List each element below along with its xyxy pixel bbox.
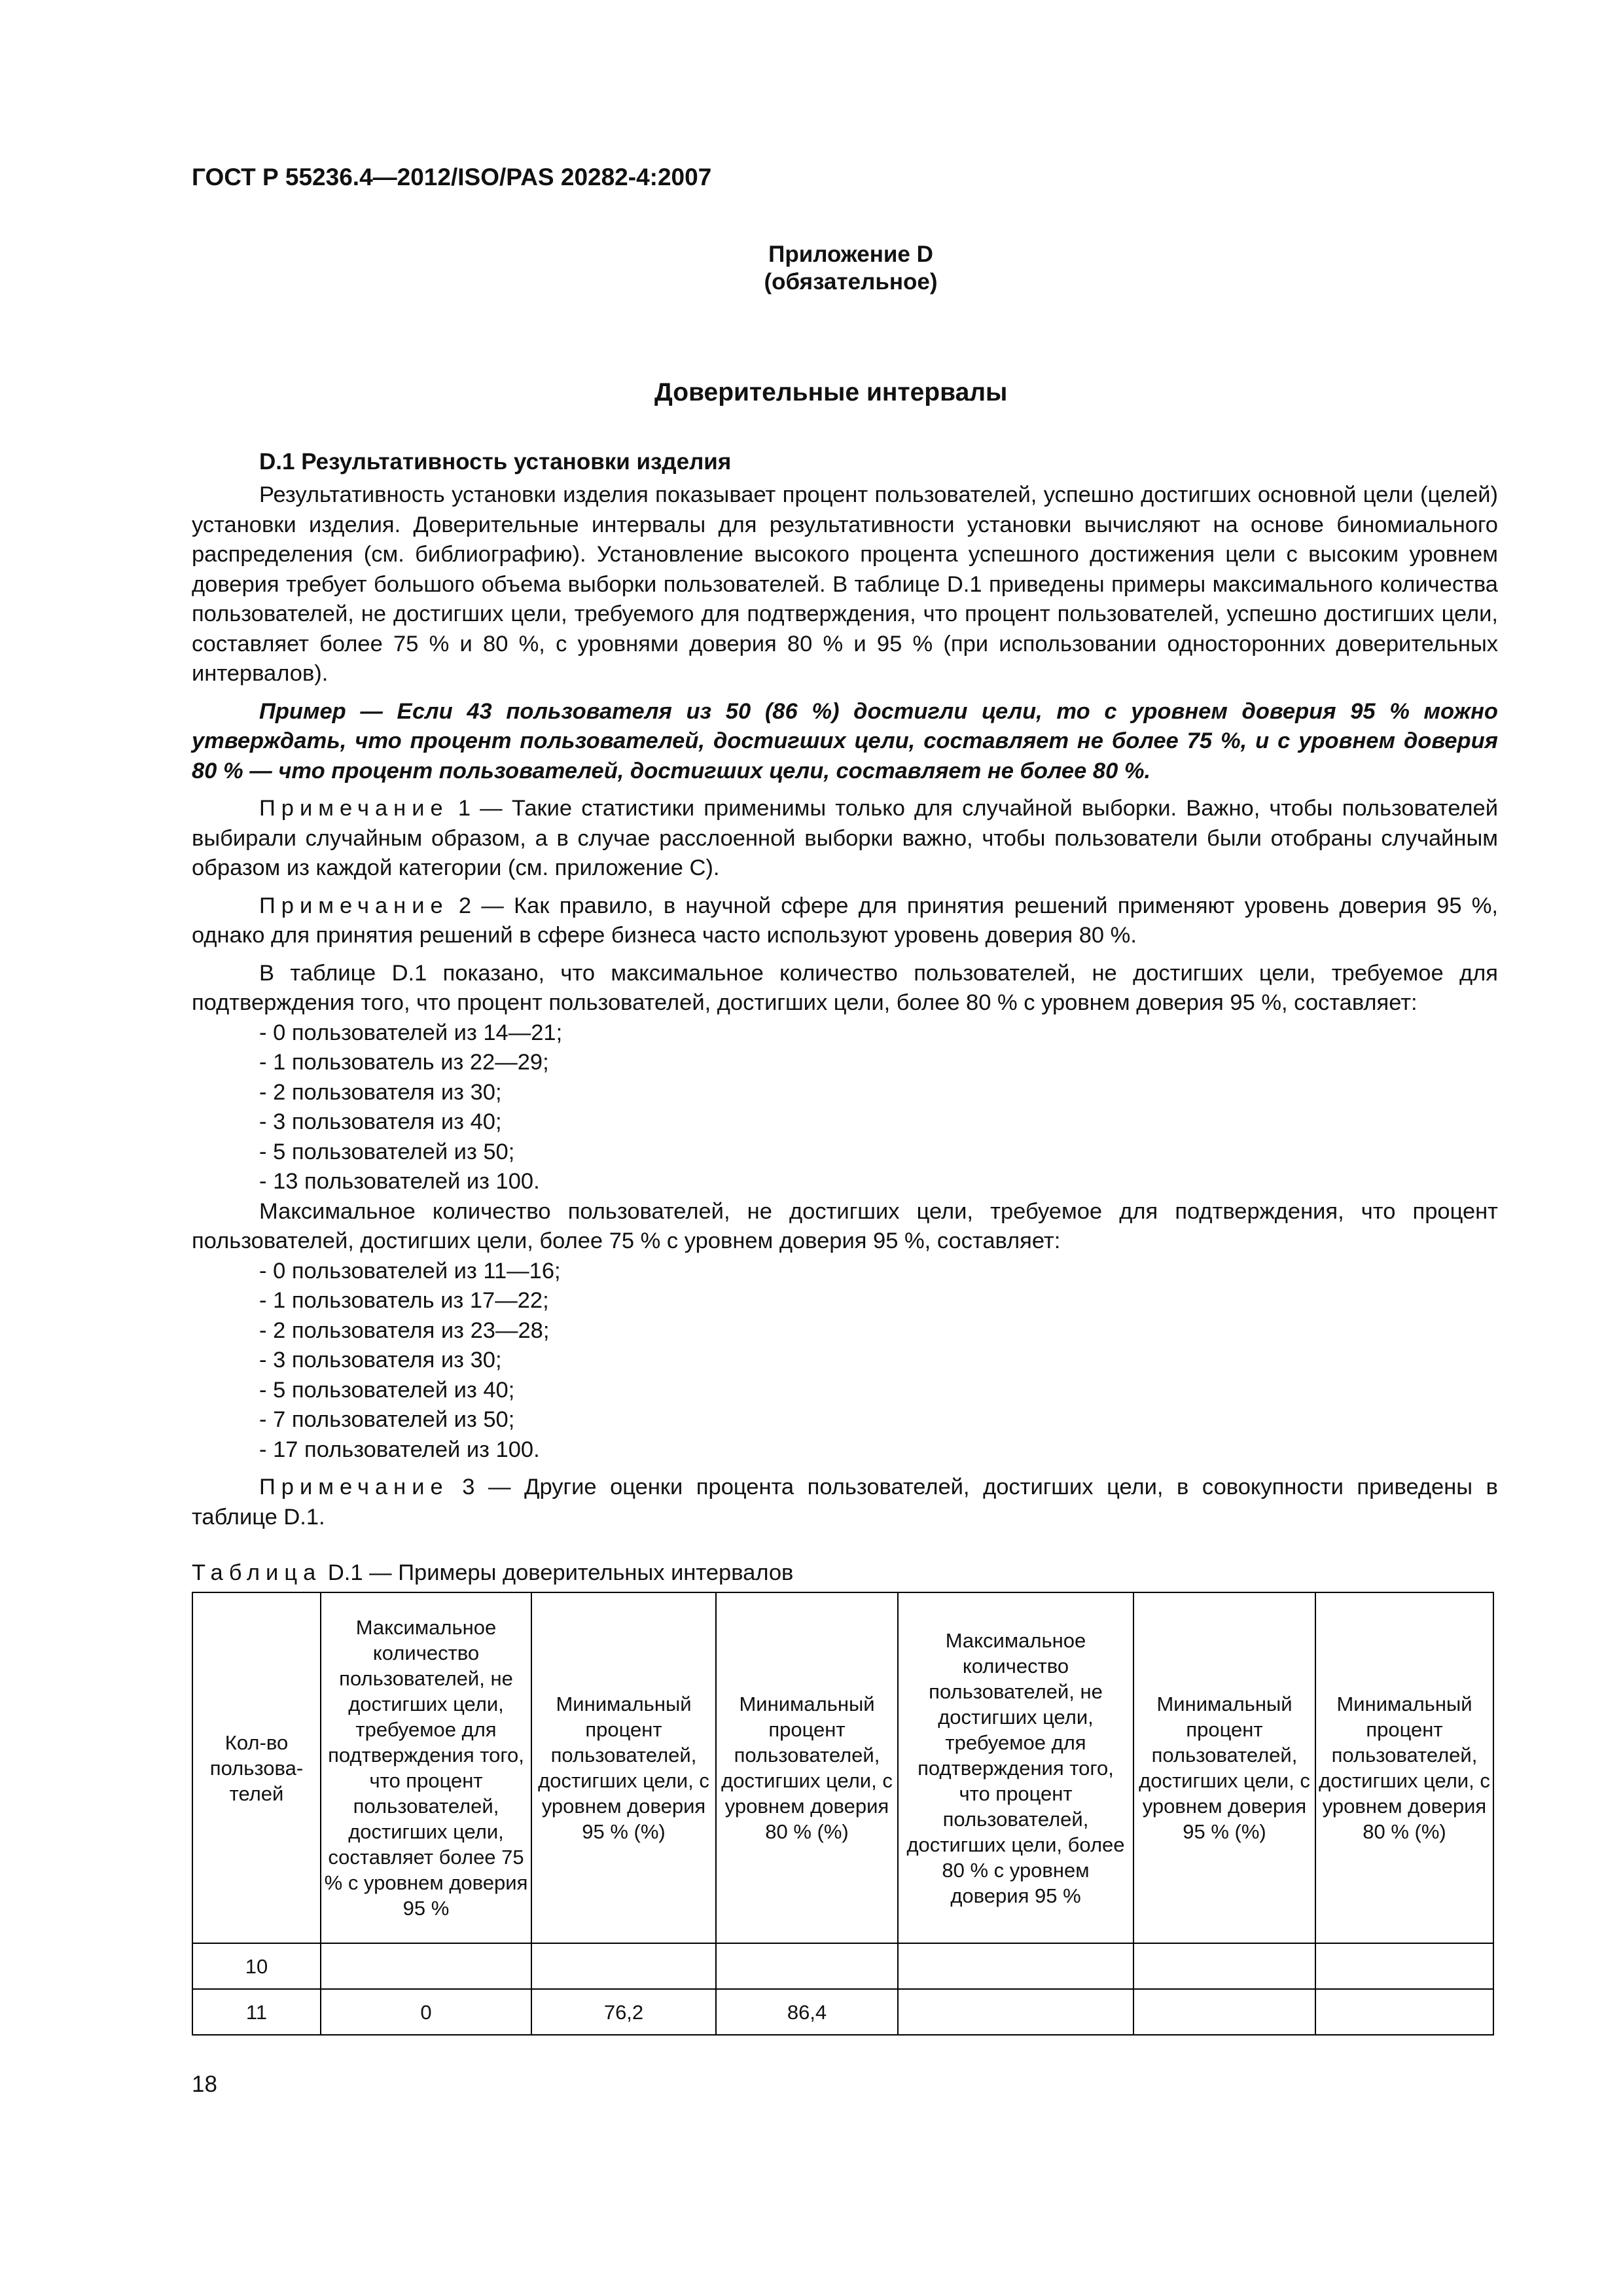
paragraph-2: В таблице D.1 показано, что максимальное количество пользователей, не достигших цели, требуемое для подтверждения того, что процент пользователей, достигших цели, более 80 % с уровнем доверия 95 %, составляет: [192, 960, 1498, 1015]
table-header-row [192, 1592, 1493, 1943]
confidence-intervals-table [192, 1592, 1494, 2036]
standard-header: ГОСТ Р 55236.4—2012/ISO/PAS 20282-4:2007 [192, 164, 712, 190]
table-header-cell: Минимальный процент пользователей, достигших цели, с уровнем доверия 80 % (%) [716, 1592, 898, 1943]
table-row [192, 1943, 1493, 1989]
list-item: - 5 пользователей из 40; [259, 1377, 515, 1403]
list-item: - 5 пользователей из 50; [259, 1139, 515, 1164]
section-title: D.1 Результативность установки изделия [259, 449, 732, 475]
paragraph-1: Результативность установки изделия показывает процент пользователей, успешно достигших основной цели (целей) установки изделия. Доверительные интервалы для результативности установки вычисляют на основе биномиального распределения (см. библиографию). Установление высокого процента успешного достижения цели с высоким уровнем доверия требует большого объема выборки пользователей. В таблице D.1 приведены примеры максимального количества пользователей, не достигших цели, требуемого для подтверждения, что процент пользователей, успешно достигших цели, составляет более 75 % и 80 %, с уровнями доверия 80 % и 95 % (при использовании односторонних доверительных интервалов). [192, 482, 1498, 686]
table-header-cell: Максимальное количество пользователей, не достигших цели, требуемое для подтверждения того, что процент пользователей, достигших цели, составляет более 75 % с уровнем доверия 95 % [321, 1592, 531, 1943]
list-item: - 2 пользователя из 23—28; [259, 1318, 550, 1343]
note-3 [192, 1473, 1498, 1532]
table-header-cell: Минимальный процент пользователей, достигших цели, с уровнем доверия 95 % (%) [1133, 1592, 1315, 1943]
table-cell [531, 1943, 716, 1989]
table-row [192, 1989, 1493, 2035]
appendix-title: Приложение D [768, 242, 933, 267]
appendix-status: (обязательное) [764, 269, 938, 295]
body-text-block [192, 480, 1498, 1532]
table-cell: 76,2 [531, 1989, 716, 2035]
list-item: - 2 пользователя из 30; [259, 1079, 502, 1105]
note-1-label: Примечание [259, 796, 449, 821]
table-cell: 86,4 [716, 1989, 898, 2035]
page-heading: Доверительные интервалы [654, 378, 1008, 406]
note-3-text: 3 — Другие оценки процента пользователей, достигших цели, в совокупности приведены в таблице D.1. [192, 1475, 1498, 1530]
list-item: - 17 пользователей из 100. [259, 1437, 540, 1462]
table-cell [1315, 1989, 1493, 2035]
example-paragraph: Пример — Если 43 пользователя из 50 (86 %) достигли цели, то с уровнем доверия 95 % можно утверждать, что процент пользователей, достигших цели, составляет не более 75 %, и с уровнем доверия 80 % — что процент пользователей, достигших цели, составляет не более 80 %. [192, 698, 1498, 783]
table-cell [898, 1943, 1133, 1989]
page-number: 18 [192, 2072, 217, 2097]
table-caption [192, 1560, 793, 1586]
table-cell [1315, 1943, 1493, 1989]
list-item: - 13 пользователей из 100. [259, 1169, 540, 1194]
note-3-label: Примечание [259, 1475, 449, 1499]
note-2 [192, 891, 1498, 951]
note-1 [192, 794, 1498, 884]
list-item: - 1 пользователь из 22—29; [259, 1050, 549, 1075]
list-item: - 0 пользователей из 11—16; [259, 1258, 561, 1283]
table-header-cell: Минимальный процент пользователей, достигших цели, с уровнем доверия 95 % (%) [531, 1592, 716, 1943]
list-item: - 0 пользователей из 14—21; [259, 1020, 563, 1045]
list-item: - 7 пользователей из 50; [259, 1407, 515, 1432]
paragraph-3: Максимальное количество пользователей, не достигших цели, требуемое для подтверждения, что процент пользователей, достигших цели, более 75 % с уровнем доверия 95 %, составляет: [192, 1198, 1498, 1253]
table-header-cell: Минимальный процент пользователей, достигших цели, с уровнем доверия 80 % (%) [1315, 1592, 1493, 1943]
list-2 [192, 1257, 1498, 1465]
note-2-label: Примечание [259, 893, 449, 918]
list-1 [192, 1018, 1498, 1197]
list-item: - 3 пользователя из 40; [259, 1109, 502, 1134]
table-cell: 0 [321, 1989, 531, 2035]
table-cell [321, 1943, 531, 1989]
table-header-cell: Максимальное количество пользователей, не достигших цели, требуемое для подтверждения того, что процент пользователей, достигших цели, более 80 % с уровнем доверия 95 % [898, 1592, 1133, 1943]
table-cell [1133, 1943, 1315, 1989]
note-2-text: 2 — Как правило, в научной сфере для принятия решений применяют уровень доверия 95 %, однако для принятия решений в сфере бизнеса часто используют уровень доверия 80 %. [192, 893, 1498, 948]
table-cell: 10 [192, 1943, 321, 1989]
table-cell: 11 [192, 1989, 321, 2035]
list-item: - 3 пользователя из 30; [259, 1348, 502, 1372]
table-cell [1133, 1989, 1315, 2035]
table-caption-label: Таблица [192, 1560, 322, 1585]
table-header-cell: Кол-во пользова-телей [192, 1592, 321, 1943]
list-item: - 1 пользователь из 17—22; [259, 1288, 549, 1313]
table-cell [716, 1943, 898, 1989]
note-1-text: 1 — Такие статистики применимы только для случайной выборки. Важно, чтобы пользователей выбирали случайным образом, а в случае расслоенной выборки важно, чтобы пользователи были отобраны случайным образом из каждой категории (см. приложение С). [192, 796, 1498, 880]
table-cell [898, 1989, 1133, 2035]
table-caption-text: D.1 — Примеры доверительных интервалов [321, 1560, 794, 1585]
